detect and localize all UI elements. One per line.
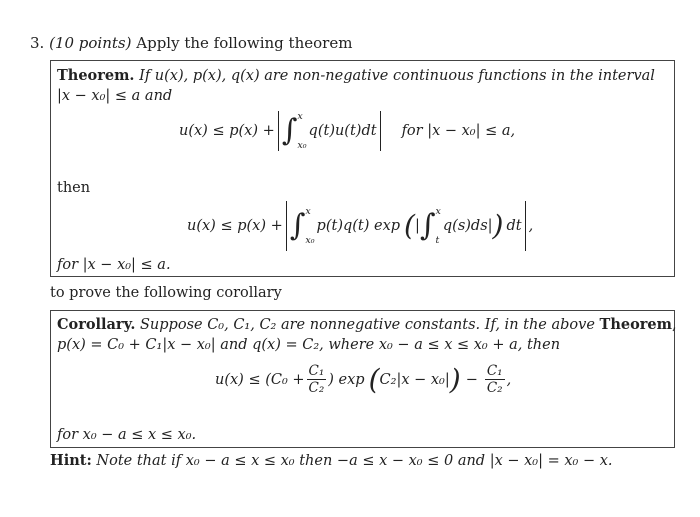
hint-text: Note that if x₀ − a ≤ x ≤ x₀ then −a ≤ x − x₀ ≤ 0 and |x − x₀| = x₀ − x. [96, 453, 613, 469]
corollary-for-clause: for x₀ − a ≤ x ≤ x₀. [57, 427, 197, 443]
transition-text: to prove the following corollary [50, 285, 282, 301]
eq2-lower-limit: x₀ [305, 235, 315, 246]
theorem-condition: |x − x₀| ≤ a and [57, 88, 173, 104]
cor-eq-lhs: u(x) ≤ (C₀ + [215, 371, 305, 388]
corollary-line1-bold: Theorem [599, 316, 672, 333]
theorem-intro: If u(x), p(x), q(x) are non-negative continuous functions in the interval [139, 68, 655, 84]
theorem-for-clause: for |x − x₀| ≤ a. [57, 257, 171, 273]
inner-abs-left: | [414, 218, 420, 234]
eq2-middle: p(t)q(t) exp [316, 218, 401, 234]
cor-minus: − [465, 371, 478, 388]
corollary-line-2: p(x) = C₀ + C₁|x − x₀| and q(x) = C₂, where x₀ − a ≤ x ≤ x₀ + a, then [57, 337, 561, 353]
integral-limits [305, 206, 314, 246]
theorem-box [50, 60, 675, 277]
abs-bar-left [278, 111, 279, 151]
abs-bar-right [380, 111, 381, 151]
problem-number: 3. [30, 34, 45, 52]
theorem-then: then [57, 180, 91, 196]
inner-integral-limits [436, 206, 441, 246]
eq1-for-clause: for |x − x₀| ≤ a, [401, 123, 516, 139]
theorem-intro-line [57, 67, 655, 85]
corollary-line1-b: , [671, 317, 677, 333]
theorem-label: Theorem. [57, 67, 135, 84]
right-paren: ) [449, 362, 461, 396]
inner-integral-sign: ∫ [419, 208, 436, 243]
problem-instruction: Apply the following theorem [136, 34, 353, 52]
frac1-numerator: C₁ [308, 363, 325, 379]
frac2-numerator: C₁ [486, 363, 503, 379]
cor-exp-arg: C₂|x − x₀| [379, 371, 450, 388]
fraction-c1-c2-second [485, 363, 505, 396]
corollary-equation [215, 363, 511, 396]
problem-heading [30, 34, 352, 52]
integral-sign: ∫ [289, 208, 306, 243]
integral-limits [297, 111, 306, 151]
left-paren: ( [368, 362, 380, 396]
frac2-denominator: C₂ [486, 380, 503, 396]
corollary-label: Corollary. [57, 316, 136, 333]
theorem-equation-1 [179, 111, 515, 151]
eq2-end: , [528, 218, 534, 234]
abs-bar-left [286, 201, 287, 251]
eq2-upper-limit: x [305, 206, 311, 217]
theorem-equation-2 [187, 201, 533, 251]
eq2-lhs: u(x) ≤ p(x) + [187, 218, 283, 234]
eq1-lhs: u(x) ≤ p(x) + [179, 123, 275, 139]
eq2-dt: dt [506, 218, 522, 234]
eq2-inner-integrand: q(s)ds [442, 218, 488, 234]
right-paren: ) [492, 209, 504, 242]
corollary-box [50, 310, 675, 448]
integral-sign: ∫ [281, 113, 298, 148]
eq1-lower-limit: x₀ [297, 140, 307, 151]
corollary-line-1 [57, 316, 677, 334]
eq2-inner-upper: x [435, 206, 441, 217]
eq2-inner-lower: t [435, 235, 440, 246]
inner-abs-right: | [487, 218, 493, 234]
eq1-upper-limit: x [297, 111, 303, 122]
corollary-line1-a: Suppose C₀, C₁, C₂ are nonnegative constants. If, in the above [140, 317, 595, 333]
hint-line [50, 452, 613, 470]
cor-eq-mid: ) exp [328, 371, 365, 388]
cor-eq-end: , [506, 371, 512, 388]
abs-bar-right [525, 201, 526, 251]
hint-label: Hint: [50, 452, 92, 469]
frac1-denominator: C₂ [308, 380, 325, 396]
problem-points: (10 points) [49, 34, 132, 52]
eq1-integrand: q(t)u(t)dt [308, 123, 377, 139]
left-paren: ( [404, 209, 415, 242]
fraction-c1-c2 [307, 363, 327, 396]
